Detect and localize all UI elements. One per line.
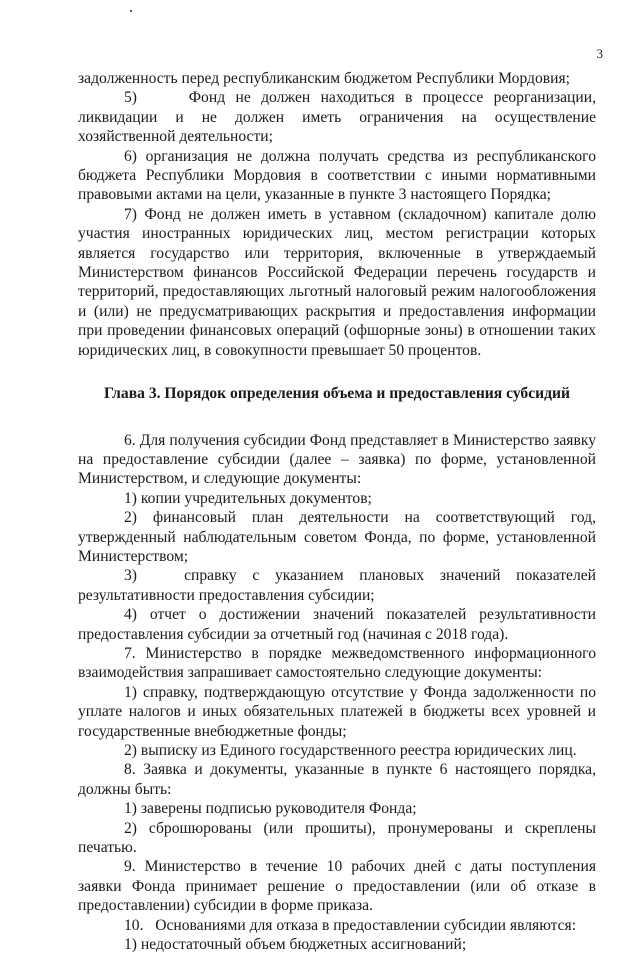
page-number: 3: [596, 46, 603, 61]
paragraph-item-6: 6) организация не должна получать средства из республиканского бюджета Республики Мордовия в соответствии с иными нормативными правовыми актами на цели, указанные в пункте 3 настоящего Порядка;: [78, 147, 596, 204]
paragraph-debt-continuation: задолженность перед республиканским бюджетом Республики Мордовия;: [78, 70, 570, 87]
chapter-heading: Глава 3. Порядок определения объема и предоставления субсидий: [104, 385, 570, 403]
paragraph-clause-8-item-1: 1) заверены подписью руководителя Фонда;: [124, 800, 417, 818]
paragraph-clause-10-item-1: 1) недостаточный объем бюджетных ассигнований;: [124, 936, 467, 954]
paragraph-clause-7: 7. Министерство в порядке межведомственного информационного взаимодействия запрашивает самостоятельно следующие документы:: [78, 644, 596, 682]
paragraph-item-5: 5) Фонд не должен находиться в процессе реорганизации, ликвидации и не должен иметь ограничения на осуществление хозяйственной деятельности;: [78, 89, 596, 146]
paragraph-clause-6-item-3: 3) справку с указанием плановых значений показателей результативности предоставления субсидии;: [78, 567, 596, 604]
paragraph-clause-6-item-4: 4) отчет о достижении значений показателей результативности предоставления субсидии за отчетный год (начиная с 2018 года).: [78, 606, 596, 643]
document-body: [78, 69, 596, 954]
scan-artifact: [130, 10, 132, 12]
paragraph-clause-8-item-2: 2) сброшюрованы (или прошиты), пронумерованы и скреплены печатью.: [78, 819, 596, 857]
paragraph-item-7: 7) Фонд не должен иметь в уставном (складочном) капитале долю участия иностранных юридических лиц, местом регистрации которых является государство или территория, включенные в утверждаемый Министерством финансов Российской Федерации перечень государств и территорий, предоставляющих льготный налоговый режим налогообложения и (или) не предусматривающих раскрытия и предоставления информации при проведении финансовых операций (офшорные зоны) в отношении таких юридических лиц, в совокупности превышает 50 процентов.: [78, 205, 596, 359]
paragraph-clause-6-item-2: 2) финансовый план деятельности на соответствующий год, утвержденный наблюдательным советом Фонда, по форме, установленной Министерством;: [78, 509, 596, 565]
paragraph-clause-8: 8. Заявка и документы, указанные в пункте 6 настоящего порядка, должны быть:: [78, 761, 596, 798]
paragraph-clause-7-item-1: 1) справку, подтверждающую отсутствие у Фонда задолженности по уплате налогов и иных обязательных платежей в бюджеты всех уровней и государственные внебюджетные фонды;: [78, 683, 596, 740]
paragraph-clause-7-item-2: 2) выписку из Единого государственного реестра юридических лиц.: [124, 742, 577, 759]
paragraph-clause-6-item-1: 1) копии учредительных документов;: [124, 489, 372, 507]
paragraph-clause-6: 6. Для получения субсидии Фонд представляет в Министерство заявку на предоставление субсидии (далее – заявка) по форме, установленной Министерством, и следующие документы:: [78, 431, 596, 488]
paragraph-clause-9: 9. Министерство в течение 10 рабочих дней с даты поступления заявки Фонда принимает решение о предоставлении (или об отказе в предоставлении) субсидии в форме приказа.: [78, 858, 596, 915]
paragraph-clause-10: 10. Основаниями для отказа в предоставлении субсидии являются:: [124, 916, 577, 934]
